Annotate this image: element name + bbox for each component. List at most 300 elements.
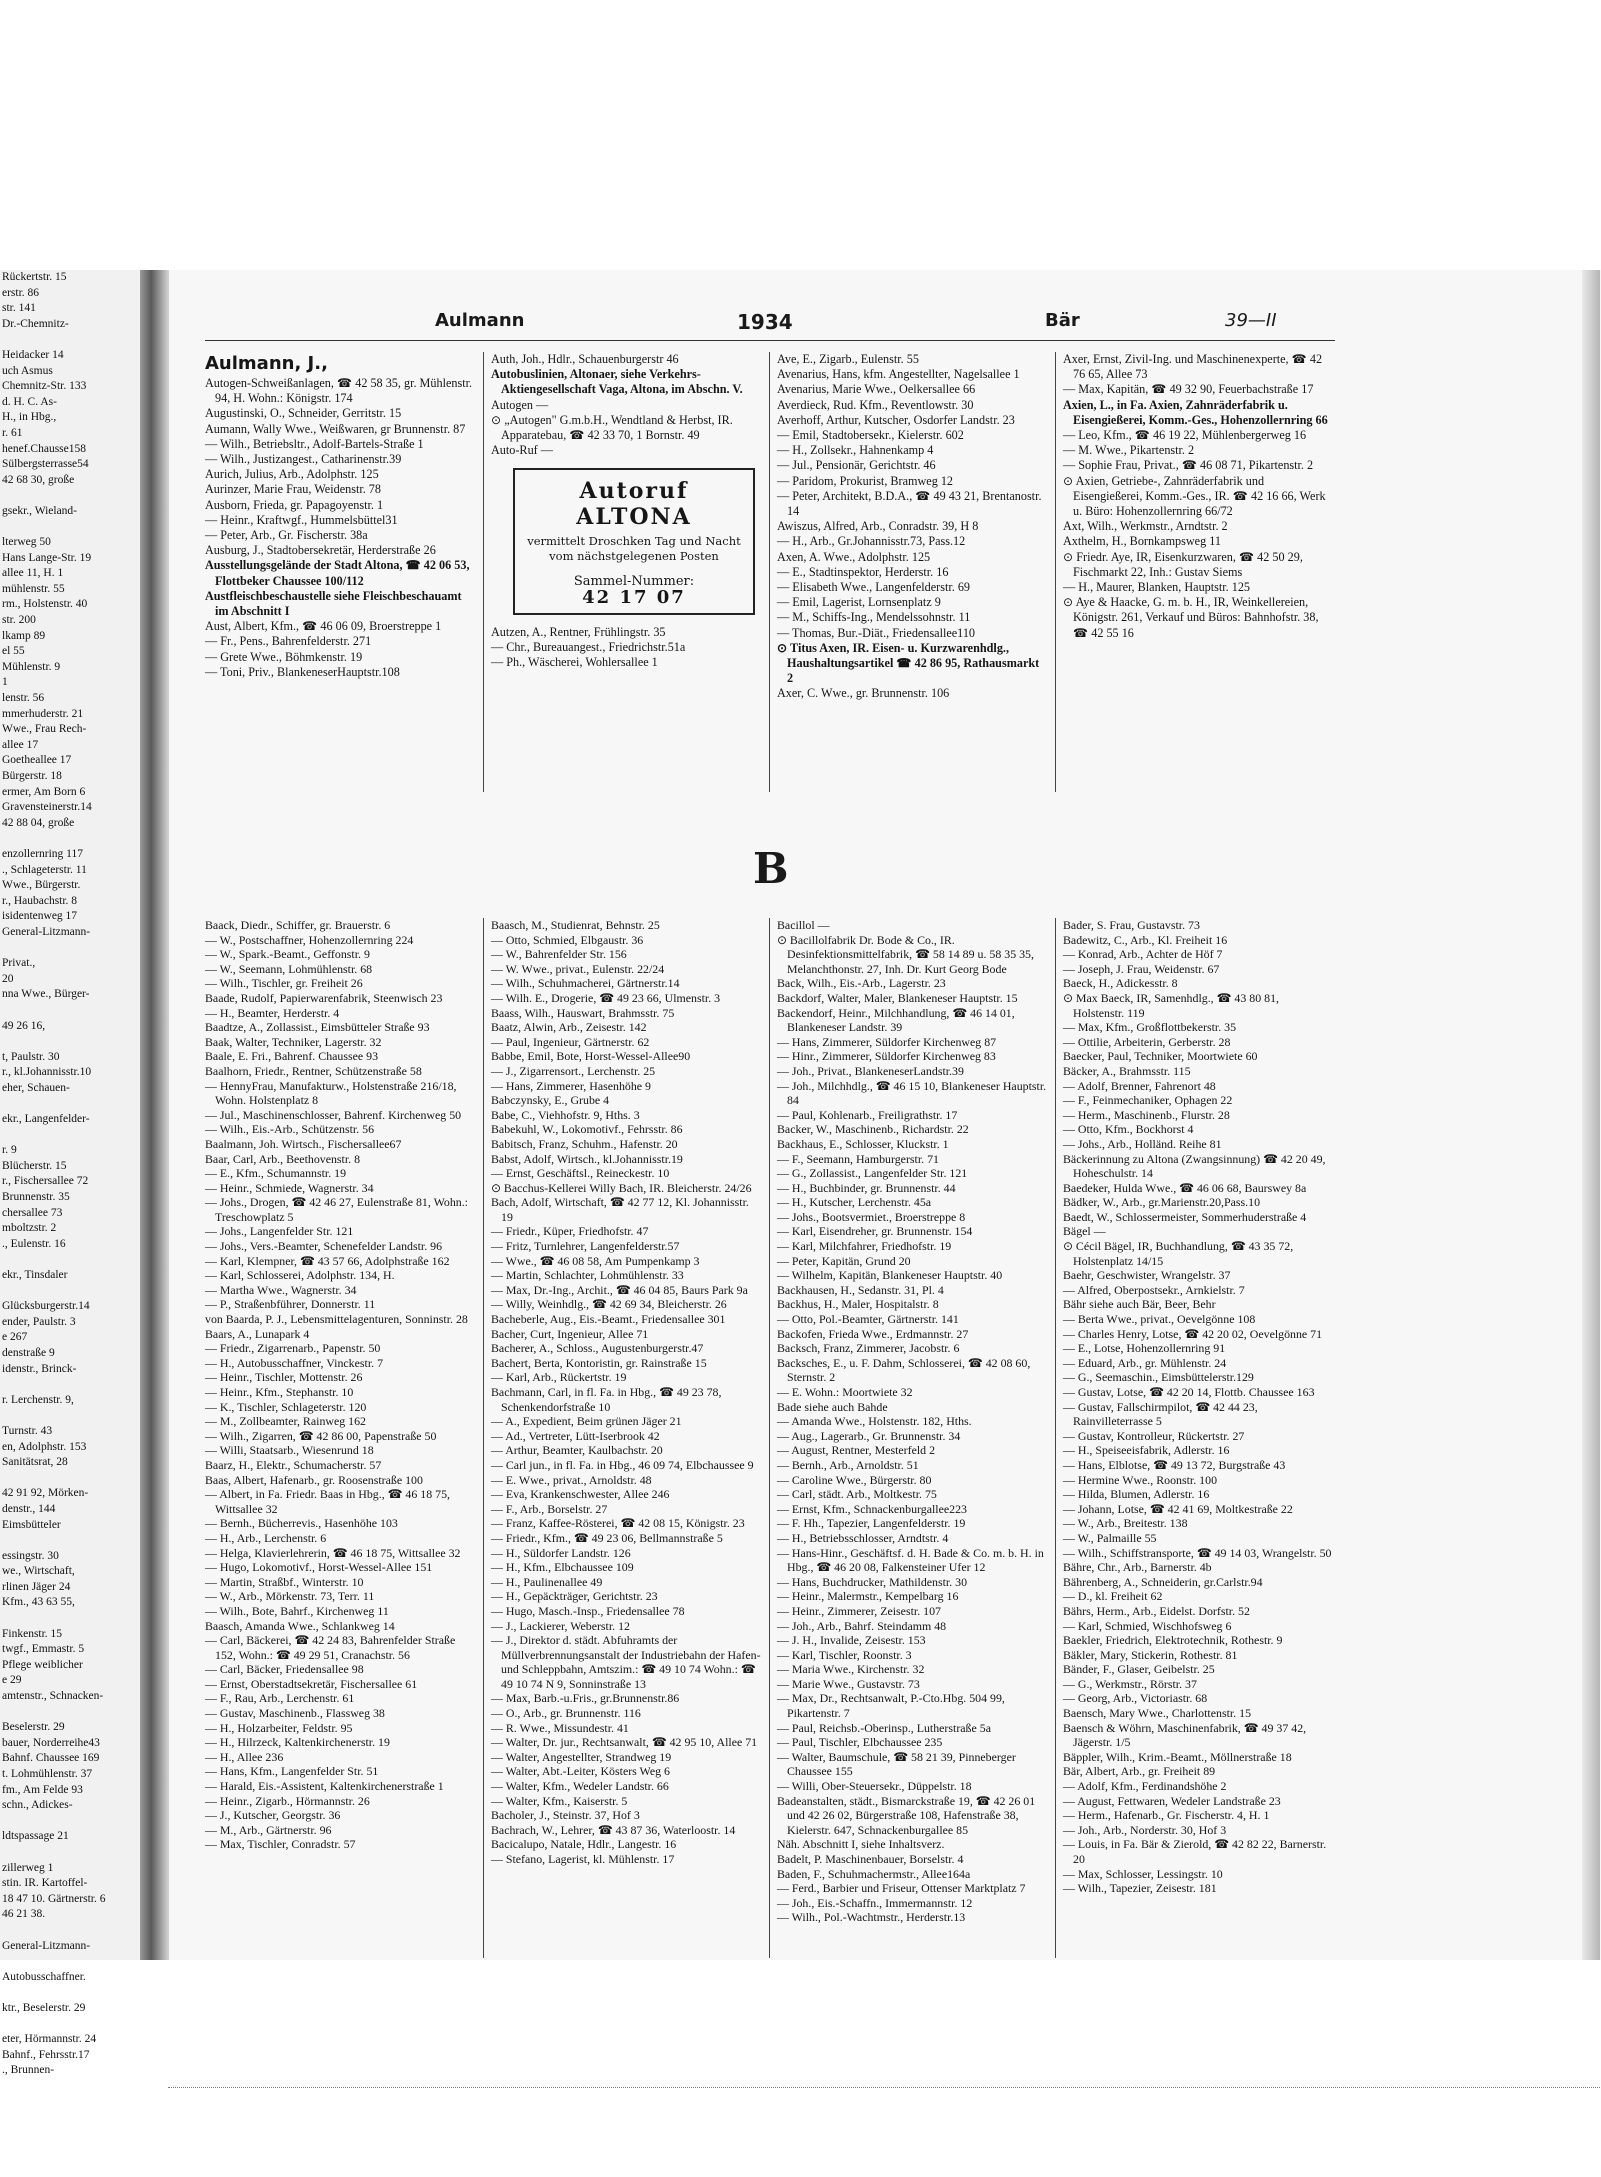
directory-entry: Bachert, Berta, Kontoristin, gr. Rainstraße 15 [491, 1355, 707, 1370]
directory-entry: ⊙ Max Baeck, IR, Samenhdlg., ☎ 43 80 81, Holstenstr. 119 [1063, 990, 1279, 1020]
directory-entry: — J. H., Invalide, Zeisestr. 153 [777, 1633, 926, 1648]
fragment-line: t, Paulstr. 30 [2, 1050, 60, 1063]
fragment-line: erstr. 86 [2, 286, 40, 299]
directory-entry: Bacholer, J., Steinstr. 37, Hof 3 [491, 1808, 640, 1823]
directory-entry: — Joh., Arb., Norderstr. 30, Hof 3 [1063, 1822, 1227, 1837]
directory-entry: — Walter, Abt.-Leiter, Kösters Weg 6 [491, 1764, 670, 1779]
fragment-line: General-Litzmann- [2, 1939, 91, 1952]
directory-entry: Baeck, H., Adickesstr. 8 [1063, 976, 1178, 991]
directory-entry: — H., Zollsekr., Hahnenkamp 4 [777, 443, 934, 458]
fragment-line: 49 26 16, [2, 1019, 46, 1032]
fragment-line: Heidacker 14 [2, 348, 64, 361]
directory-entry: — Joh., Privat., BlankeneserLandstr.39 [777, 1063, 964, 1078]
directory-entry: Aulmann, J., [205, 353, 328, 374]
directory-entry: — Hans, Zimmerer, Hasenhöhe 9 [491, 1078, 652, 1093]
directory-entry: Baalhorn, Friedr., Rentner, Schützenstraße 58 [205, 1063, 422, 1078]
directory-entry: — E., Lotse, Hohenzollernring 91 [1063, 1341, 1226, 1356]
fragment-line: allee 11, H. 1 [2, 567, 64, 580]
directory-entry: Backer, W., Maschinenb., Richardstr. 22 [777, 1122, 969, 1137]
directory-entry: — August, Rentner, Mesterfeld 2 [777, 1443, 936, 1458]
directory-entry: — Franz, Kaffee-Rösterei, ☎ 42 08 15, Königstr. 23 [491, 1516, 745, 1531]
directory-entry: — Friedr., Küper, Friedhofstr. 47 [491, 1224, 649, 1239]
fragment-line: allee 17 [2, 738, 39, 751]
column-1 [205, 352, 475, 680]
fragment-line: str. 200 [2, 614, 36, 627]
directory-entry: — E. Wohn.: Moortwiete 32 [777, 1385, 913, 1399]
directory-entry: — Ph., Wäscherei, Wohlersallee 1 [491, 655, 658, 670]
directory-entry: — M., Arb., Gärtnerstr. 96 [205, 1822, 332, 1837]
directory-entry: Baass, Wilh., Hauswart, Brahmsstr. 75 [491, 1005, 675, 1020]
directory-entry: Bäcker, A., Brahmsstr. 115 [1063, 1063, 1191, 1078]
column-2 [491, 918, 761, 1867]
directory-entry: — Charles Henry, Lotse, ☎ 42 20 02, Oevelgönne 71 [1063, 1326, 1323, 1341]
directory-entry: — F., Arb., Borselstr. 27 [491, 1501, 608, 1516]
directory-entry: Backendorf, Heinr., Milchhandlung, ☎ 46 14 01, Blankeneser Landstr. 39 [777, 1005, 1015, 1035]
book-gutter [140, 270, 168, 1960]
directory-entry: — Emil, Stadtobersekr., Kielerstr. 602 [777, 428, 964, 443]
fragment-line [0, 520, 140, 536]
directory-entry: — W., Bahrenfelder Str. 156 [491, 947, 627, 962]
directory-entry: — Stefano, Lagerist, kl. Mühlenstr. 17 [491, 1852, 675, 1866]
directory-entry: Ave, E., Zigarb., Eulenstr. 55 [777, 352, 919, 366]
fragment-line: 1 [2, 676, 8, 689]
directory-entry: — F., Rau, Arb., Lerchenstr. 61 [205, 1691, 355, 1706]
fragment-line: ., Brunnen- [2, 2064, 55, 2077]
directory-entry: — Ernst, Kfm., Schnackenburgallee223 [777, 1501, 967, 1516]
directory-entry: — Max, Kfm., Großflottbekerstr. 35 [1063, 1020, 1237, 1035]
fragment-line: Bürgerstr. 18 [2, 770, 62, 782]
ad-title-line2: ALTONA [576, 504, 692, 531]
directory-entry: — Jul., Maschinenschlosser, Bahrenf. Kirchenweg 50 [205, 1107, 462, 1122]
directory-entry: — Amanda Wwe., Holstenstr. 182, Hths. [777, 1414, 972, 1429]
directory-entry: — J., Kutscher, Georgstr. 36 [205, 1808, 341, 1823]
directory-entry: — Gustav, Lotse, ☎ 42 20 14, Flottb. Chaussee 163 [1063, 1385, 1315, 1399]
autoruf-advertisement [513, 468, 755, 614]
fragment-line [0, 488, 140, 504]
directory-entry: — Adolf, Brenner, Fahrenort 48 [1063, 1078, 1216, 1093]
fragment-line: eher, Schauen- [2, 1081, 70, 1094]
directory-entry: — Karl, Schmied, Wischhofsweg 6 [1063, 1618, 1232, 1633]
directory-entry: — Heinr., Kfm., Stephanstr. 10 [205, 1385, 354, 1399]
fragment-line: t. Lohmühlenstr. 37 [2, 1768, 93, 1780]
fragment-line: Finkenstr. 15 [2, 1627, 63, 1640]
directory-entry: — Max, Dr.-Ing., Archit., ☎ 46 04 85, Baurs Park 9a [491, 1282, 748, 1297]
directory-entry: — Fr., Pens., Bahrenfelderstr. 271 [205, 634, 372, 649]
fragment-line: gsekr., Wieland- [2, 504, 78, 517]
directory-entry: — Heinr., Malermstr., Kempelbarg 16 [777, 1589, 959, 1604]
directory-entry: — W., Spark.-Beamt., Geffonstr. 9 [205, 947, 370, 962]
directory-entry: — Peter, Architekt, B.D.A., ☎ 49 43 21, Brentanostr. 14 [777, 488, 1042, 519]
directory-entry: — Johs., Langenfelder Str. 121 [205, 1224, 354, 1239]
directory-entry: Backhus, H., Maler, Hospitalstr. 8 [777, 1297, 939, 1312]
fragment-line: isidentenweg 17 [2, 910, 78, 923]
fragment-line: 46 21 38. [2, 1908, 46, 1921]
b-section [205, 918, 1335, 1958]
directory-entry: Bägel — [1063, 1224, 1106, 1239]
fragment-line: mmerhuderstr. 21 [2, 707, 84, 720]
directory-entry: — H., Buchbinder, gr. Brunnenstr. 44 [777, 1180, 956, 1195]
directory-entry: Bäppler, Wilh., Krim.-Beamt., Möllnerstraße 18 [1063, 1749, 1292, 1764]
fragment-line [0, 1954, 140, 1970]
directory-entry: — Grete Wwe., Böhmkenstr. 19 [205, 649, 363, 664]
fragment-line: Goetheallee 17 [2, 754, 72, 767]
directory-entry: — Hinr., Zimmerer, Süldorfer Kirchenweg 83 [777, 1049, 996, 1064]
fragment-line: rlinen Jäger 24 [2, 1580, 71, 1593]
directory-entry: — Johs., Vers.-Beamter, Schenefelder Landstr. 96 [205, 1239, 443, 1254]
directory-entry: Babst, Adolf, Wirtsch., kl.Johannisstr.19 [491, 1151, 683, 1166]
directory-entry: Axthelm, H., Bornkampsweg 11 [1063, 534, 1221, 549]
fragment-line: Bahnf. Chaussee 169 [2, 1752, 100, 1765]
fragment-line: henef.Chausse158 [2, 442, 86, 455]
fragment-line: ekr., Tinsdaler [2, 1269, 68, 1281]
fragment-line: rm., Holstenstr. 40 [2, 598, 88, 611]
directory-entry: Backsch, Franz, Zimmerer, Jacobstr. 6 [777, 1341, 960, 1356]
directory-entry: Bacheberle, Aug., Eis.-Beamt., Friedensallee 301 [491, 1312, 726, 1327]
directory-entry: — F., Feinmechaniker, Ophagen 22 [1063, 1093, 1233, 1108]
fragment-line: H., in Hbg., [2, 411, 57, 424]
column-rule [769, 352, 770, 792]
directory-entry: — Herm., Maschinenb., Flurstr. 28 [1063, 1107, 1230, 1122]
directory-entry: Bacher, Curt, Ingenieur, Allee 71 [491, 1326, 649, 1341]
directory-entry: Axien, L., in Fa. Axien, Zahnräderfabrik u. Eisengießerei, Komm.-Ges., Hohenzollernring 66 [1063, 397, 1328, 427]
directory-entry: Baedt, W., Schlossermeister, Sommerhuderstraße 4 [1063, 1209, 1307, 1224]
ad-number-label: Sammel-Nummer: [573, 574, 695, 590]
directory-entry: — J., Direktor d. städt. Abfuhramts der Müllverbrennungsanstalt der Industriebahn der Hafen- und Schleppbahn, Amtszim.: ☎ 49 10 74 Wohn.: ☎ 49 10 74 N 9, Sonninstraße 13 [491, 1633, 761, 1691]
page-edge [1582, 270, 1600, 1960]
header-first-entry: Aulmann [435, 310, 525, 331]
directory-entry: ⊙ Aye & Haacke, G. m. b. H., IR, Weinkellereien, Königstr. 261, Verkauf und Büros: Bahnhofstr. 38, ☎ 42 55 16 [1063, 595, 1319, 640]
fragment-line [0, 2017, 140, 2033]
directory-entry: Badelt, P. Maschinenbauer, Borselstr. 4 [777, 1852, 964, 1866]
fragment-line: Hans Lange-Str. 19 [2, 551, 92, 564]
directory-entry: Ausburg, J., Stadtobersekretär, Herderstraße 26 [205, 543, 436, 558]
directory-entry: — E., Stadtinspektor, Herderstr. 16 [777, 564, 949, 579]
directory-entry: — Walter, Angestellter, Strandweg 19 [491, 1749, 672, 1764]
directory-entry: — Paul, Ingenieur, Gärtnerstr. 62 [491, 1034, 650, 1049]
fragment-line: uch Asmus [2, 364, 53, 377]
fragment-line: d. H. C. As- [2, 395, 57, 408]
fragment-line: r. 9 [2, 1144, 17, 1157]
directory-entry: Baasch, M., Studienrat, Behnstr. 25 [491, 918, 660, 932]
directory-entry: — W. Wwe., privat., Eulenstr. 22/24 [491, 961, 665, 976]
directory-entry: — Fritz, Turnlehrer, Langenfelderstr.57 [491, 1239, 680, 1254]
directory-entry: ⊙ Cécil Bägel, IR, Buchhandlung, ☎ 43 35 72, Holstenplatz 14/15 [1063, 1239, 1294, 1268]
fragment-line [0, 1923, 140, 1939]
fragment-line: Turnstr. 43 [2, 1424, 53, 1437]
directory-entry: — H., Autobusschaffner, Vinckestr. 7 [205, 1355, 384, 1370]
directory-entry: — H., Speiseeisfabrik, Adlerstr. 16 [1063, 1443, 1230, 1458]
directory-entry: Ausstellungsgelände der Stadt Altona, ☎ 42 06 53, Flottbeker Chaussee 100/112 [205, 558, 470, 588]
directory-entry: Avenarius, Marie Wwe., Oelkersallee 66 [777, 382, 976, 397]
directory-entry: — Johann, Lotse, ☎ 42 41 69, Moltkestraße 22 [1063, 1501, 1293, 1516]
a-section-continuation [205, 352, 1335, 792]
section-letter: B [753, 844, 789, 893]
fragment-line: Sanitätsrat, 28 [2, 1456, 68, 1469]
directory-entry: — Wilhelm, Kapitän, Blankeneser Hauptstr. 40 [777, 1268, 1003, 1283]
directory-entry: — Jul., Pensionär, Gerichtstr. 46 [777, 458, 936, 473]
directory-entry: Baarz, H., Elektr., Schumacherstr. 57 [205, 1457, 382, 1472]
directory-entry: — G., Seemaschin., Eimsbüttelerstr.129 [1063, 1370, 1254, 1385]
fragment-line: r., Haubachstr. 8 [2, 894, 78, 907]
directory-entry: Bäckerinnung zu Altona (Zwangsinnung) ☎ 42 20 49, Hoheschulstr. 14 [1063, 1151, 1326, 1181]
ad-title-line1: Autoruf [579, 478, 689, 505]
column-4 [1063, 352, 1333, 641]
fragment-line: Sülbergsterrasse54 [2, 458, 89, 471]
directory-entry: — M. Wwe., Pikartenstr. 2 [1063, 443, 1195, 458]
fragment-line: nna Wwe., Bürger- [2, 988, 90, 1001]
directory-entry: — Karl, Tischler, Roonstr. 3 [777, 1647, 912, 1662]
facing-page-fragment [0, 270, 140, 2077]
directory-entry: Bacillol — [777, 918, 830, 932]
fragment-line: zillerweg 1 [2, 1861, 54, 1874]
directory-entry: — Wilh., Zigarren, ☎ 42 86 00, Papenstraße 50 [205, 1428, 437, 1443]
directory-entry: — O., Arb., gr. Brunnenstr. 116 [491, 1706, 641, 1721]
directory-entry: Baade, Rudolf, Papierwarenfabrik, Steenwisch 23 [205, 990, 443, 1005]
directory-page [168, 270, 1601, 1960]
directory-entry: — Max, Kapitän, ☎ 49 32 90, Feuerbachstraße 17 [1063, 382, 1314, 397]
directory-entry: Baadtze, A., Zollassist., Eimsbütteler Straße 93 [205, 1020, 430, 1035]
directory-entry: Bachrach, W., Lehrer, ☎ 43 87 36, Waterloostr. 14 [491, 1822, 736, 1837]
directory-entry: — Heinr., Zigarb., Hörmannstr. 26 [205, 1793, 370, 1808]
directory-entry: Axt, Wilh., Werkmstr., Arndtstr. 2 [1063, 519, 1228, 534]
directory-entry: Baatz, Alwin, Arb., Zeisestr. 142 [491, 1020, 647, 1035]
directory-entry: Auto-Ruf — [491, 443, 553, 458]
directory-entry: — Paridom, Prokurist, Bramweg 12 [777, 473, 954, 488]
directory-entry: — Walter, Kfm., Wedeler Landstr. 66 [491, 1779, 669, 1794]
fragment-line [0, 1284, 140, 1300]
directory-entry: — H., Gepäckträger, Gerichtstr. 23 [491, 1589, 658, 1604]
directory-entry: — Peter, Kapitän, Grund 20 [777, 1253, 911, 1268]
header-rule [205, 340, 1335, 341]
directory-entry: — Walter, Baumschule, ☎ 58 21 39, Pinneberger Chaussee 155 [777, 1749, 1016, 1779]
directory-entry: — Max, Dr., Rechtsanwalt, P.-Cto.Hbg. 504 99, Pikartenstr. 7 [777, 1691, 1005, 1721]
directory-entry: — H., Holzarbeiter, Feldstr. 95 [205, 1720, 353, 1735]
directory-entry: — Eva, Krankenschwester, Allee 246 [491, 1487, 670, 1502]
directory-entry: — Wilh., Pol.-Wachtmstr., Herderstr.13 [777, 1910, 966, 1925]
fragment-line: 42 88 04, große [2, 816, 75, 829]
directory-entry: — Karl, Milchfahrer, Friedhofstr. 19 [777, 1239, 952, 1254]
directory-entry: Baars, A., Lunapark 4 [205, 1326, 310, 1341]
fragment-line: Glücksburgerstr.14 [2, 1300, 90, 1313]
directory-entry: Autobuslinien, Altonaer, siehe Verkehrs-Aktiengesellschaft Vaga, Altona, im Abschn. V. [491, 367, 743, 397]
directory-entry: — E. Wwe., privat., Arnoldstr. 48 [491, 1472, 652, 1487]
directory-entry: — G., Werkmstr., Rörstr. 37 [1063, 1676, 1197, 1691]
fragment-line: e 29 [2, 1674, 22, 1687]
column-4 [1063, 918, 1333, 1896]
fragment-line: r., Fischersallee 72 [2, 1175, 89, 1188]
directory-entry: Autogen-Schweißanlagen, ☎ 42 58 35, gr. Mühlenstr. 94, H. Wohn.: Königstr. 174 [205, 376, 473, 406]
directory-entry: Auth, Joh., Hdlr., Schauenburgerstr 46 [491, 352, 679, 366]
directory-entry: — J., Lackierer, Weberstr. 12 [491, 1618, 631, 1633]
directory-entry: — August, Fettwaren, Wedeler Landstraße 23 [1063, 1793, 1281, 1808]
directory-entry: — Friedr., Zigarrenarb., Papenstr. 50 [205, 1341, 381, 1356]
directory-entry: — Toni, Priv., BlankeneserHauptstr.108 [205, 664, 400, 679]
directory-entry: — Walter, Dr. jur., Rechtsanwalt, ☎ 42 95 10, Allee 71 [491, 1735, 758, 1750]
directory-entry: Autogen — [491, 397, 549, 412]
directory-entry: — E., Kfm., Schumannstr. 19 [205, 1166, 347, 1181]
directory-entry: — Gustav, Kontrolleur, Rückertstr. 27 [1063, 1428, 1245, 1443]
directory-entry: — Max, Barb.-u.Fris., gr.Brunnenstr.86 [491, 1691, 680, 1706]
fragment-line: mboltzstr. 2 [2, 1222, 57, 1235]
directory-entry: Aumann, Wally Wwe., Weißwaren, gr Brunnenstr. 87 [205, 421, 466, 436]
directory-entry: von Baarda, P. J., Lebensmittelagenturen, Sonninstr. 28 [205, 1312, 468, 1327]
fragment-line: Brunnenstr. 35 [2, 1191, 70, 1204]
directory-entry: — Bernh., Arb., Arnoldstr. 51 [777, 1457, 919, 1472]
fragment-line: Kfm., 43 63 55, [2, 1596, 75, 1609]
fragment-line: chersallee 73 [2, 1206, 63, 1219]
directory-entry: — Otto, Kfm., Bockhorst 4 [1063, 1122, 1194, 1137]
directory-entry: — Gustav, Fallschirmpilot, ☎ 42 44 23, Rainvilleterrasse 5 [1063, 1399, 1258, 1429]
fragment-line: Privat., [2, 957, 36, 970]
directory-entry: — Aug., Lagerarb., Gr. Brunnenstr. 34 [777, 1428, 961, 1443]
directory-entry: Back, Wilh., Eis.-Arb., Lagerstr. 23 [777, 976, 946, 991]
directory-entry: Näh. Abschnitt I, siehe Inhaltsverz. [777, 1837, 945, 1852]
directory-entry: Bacicalupo, Natale, Hdlr., Langestr. 16 [491, 1837, 677, 1852]
fragment-line [0, 1611, 140, 1627]
directory-entry: — Karl, Klempner, ☎ 43 57 66, Adolphstraße 162 [205, 1253, 450, 1268]
fragment-line: Dr.-Chemnitz- [2, 317, 69, 330]
directory-entry: — Wilh. E., Drogerie, ☎ 49 23 66, Ulmenstr. 3 [491, 990, 721, 1005]
fragment-line: r. 61 [2, 426, 23, 439]
directory-entry: ⊙ Bacchus-Kellerei Willy Bach, IR. Bleicherstr. 24/26 [491, 1180, 752, 1195]
directory-entry: — Emil, Lagerist, Lornsenplatz 9 [777, 595, 941, 610]
fragment-line: str. 141 [2, 302, 36, 315]
fragment-line: we., Wirtschaft, [2, 1565, 75, 1578]
directory-entry: — Wilh., Schiffstransporte, ☎ 49 14 03, Wrangelstr. 50 [1063, 1545, 1332, 1560]
directory-entry: — Johs., Bootsvermiet., Broerstreppe 8 [777, 1209, 966, 1224]
fragment-line: ., Schlageterstr. 11 [2, 863, 87, 876]
directory-entry: — Georg, Arb., Victoriastr. 68 [1063, 1691, 1208, 1706]
directory-entry: — Heinr., Tischler, Mottenstr. 26 [205, 1370, 363, 1385]
directory-entry: — M., Zollbeamter, Rainweg 162 [205, 1414, 367, 1429]
directory-entry: ⊙ Friedr. Aye, IR, Eisenkurzwaren, ☎ 42 50 29, Fischmarkt 22, Inh.: Gustav Siems [1063, 549, 1303, 579]
directory-entry: — P., Straßenbführer, Donnerstr. 11 [205, 1297, 376, 1312]
directory-entry: — Leo, Kfm., ☎ 46 19 22, Mühlenbergerweg 16 [1063, 428, 1307, 443]
directory-entry: — Bernh., Bücherrevis., Hasenhöhe 103 [205, 1516, 398, 1531]
directory-entry: — Heinr., Kraftwgf., Hummelsbüttel31 [205, 512, 398, 527]
directory-entry: — Hans, Elblotse, ☎ 49 13 72, Burgstraße 43 [1063, 1457, 1286, 1472]
directory-entry: — Wilh., Justizangest., Catharinenstr.39 [205, 452, 402, 467]
header-last-entry: Bär [1045, 310, 1080, 331]
directory-entry: — H., Allee 236 [205, 1749, 284, 1764]
directory-entry: — K., Tischler, Schlageterstr. 120 [205, 1399, 367, 1414]
fragment-line: 20 [2, 972, 14, 985]
directory-entry: Axen, A. Wwe., Adolphstr. 125 [777, 549, 931, 564]
directory-entry: Axer, C. Wwe., gr. Brunnenstr. 106 [777, 686, 950, 701]
directory-entry: Averdieck, Rud. Kfm., Reventlowstr. 30 [777, 397, 974, 412]
fragment-line: denstraße 9 [2, 1346, 55, 1359]
directory-entry: — Joh., Milchhdlg., ☎ 46 15 10, Blankeneser Hauptstr. 84 [777, 1078, 1047, 1108]
directory-entry: Avenarius, Hans, kfm. Angestellter, Nagelsallee 1 [777, 367, 1020, 382]
directory-entry: Baalmann, Joh. Wirtsch., Fischersallee67 [205, 1136, 402, 1151]
directory-entry: — Joh., Eis.-Schaffn., Immermannstr. 12 [777, 1895, 973, 1910]
directory-entry: — Elisabeth Wwe., Langenfelderstr. 69 [777, 580, 971, 595]
fragment-line [0, 831, 140, 847]
fragment-line: enzollernring 117 [2, 847, 84, 860]
fragment-line: General-Litzmann- [2, 925, 91, 938]
directory-entry: — R. Wwe., Missundestr. 41 [491, 1720, 629, 1735]
directory-entry: — Alfred, Oberpostsekr., Arnkielstr. 7 [1063, 1282, 1245, 1297]
column-rule [483, 352, 484, 792]
fragment-line: lenstr. 56 [2, 692, 45, 705]
directory-entry: — Karl, Eisendreher, gr. Brunnenstr. 154 [777, 1224, 973, 1239]
directory-entry: — M., Schiffs-Ing., Mendelssohnstr. 11 [777, 610, 971, 625]
directory-entry: — Sophie Frau, Privat., ☎ 46 08 71, Pikartenstr. 2 [1063, 458, 1314, 473]
fragment-line: Autobusschaffner. [2, 1970, 86, 1983]
directory-entry: Baecker, Paul, Techniker, Moortwiete 60 [1063, 1049, 1258, 1064]
directory-entry: — Wilh., Tapezier, Zeisestr. 181 [1063, 1881, 1217, 1896]
directory-entry: ⊙ Bacillolfabrik Dr. Bode & Co., IR. Desinfektionsmittelfabrik, ☎ 58 14 89 u. 58 35 35, Melanchthonstr. 27, Inh. Dr. Kurt Georg Bode [777, 932, 1034, 976]
fragment-line: ekr., Langenfelder- [2, 1113, 90, 1126]
directory-entry: — H., Paulinenallee 49 [491, 1574, 603, 1589]
directory-entry: Bähre, Chr., Arb., Barnerstr. 4b [1063, 1560, 1212, 1575]
directory-entry: — Chr., Bureauangest., Friedrichstr.51a [491, 640, 686, 655]
fragment-line: stin. IR. Kartoffel- [2, 1877, 88, 1890]
directory-entry: — W., Palmaille 55 [1063, 1530, 1157, 1545]
directory-entry: Badeanstalten, städt., Bismarckstraße 19, ☎ 42 26 01 und 42 26 02, Bürgerstraße 108, Hafenstraße 38, Kielerstr. 647, Schnackenburgallee 85 [777, 1793, 1036, 1837]
directory-entry: — Hans, Kfm., Langenfelder Str. 51 [205, 1764, 379, 1779]
ad-phone-number: 42 17 07 [582, 586, 686, 608]
directory-entry: Autzen, A., Rentner, Frühlingstr. 35 [491, 624, 666, 639]
directory-entry: — Harald, Eis.-Assistent, Kaltenkirchenerstraße 1 [205, 1779, 444, 1794]
directory-entry: — Walter, Kfm., Kaiserstr. 5 [491, 1793, 628, 1808]
directory-entry: — A., Expedient, Beim grünen Jäger 21 [491, 1414, 682, 1429]
fragment-line [0, 1533, 140, 1549]
directory-entry: Babczynsky, E., Grube 4 [491, 1093, 610, 1108]
fragment-line [0, 1252, 140, 1268]
directory-entry: Backofen, Frieda Wwe., Erdmannstr. 27 [777, 1326, 969, 1341]
directory-entry: — Caroline Wwe., Bürgerstr. 80 [777, 1472, 932, 1487]
fragment-line: 18 47 10. Gärtnerstr. 6 [2, 1892, 106, 1905]
directory-entry: — F. Hh., Tapezier, Langenfelderstr. 19 [777, 1516, 966, 1531]
fragment-line: amtenstr., Schnacken- [2, 1690, 104, 1703]
directory-entry: — H., Beamter, Herderstr. 4 [205, 1005, 340, 1020]
directory-entry: Austfleischbeschaustelle siehe Fleischbeschauamt im Abschnitt I [205, 588, 462, 619]
column-rule [1055, 352, 1056, 792]
directory-entry: Bährenberg, A., Schneiderin, gr.Carlstr.94 [1063, 1574, 1263, 1589]
directory-entry: — Hans, Zimmerer, Süldorfer Kirchenweg 87 [777, 1034, 997, 1049]
directory-entry: Backsches, E., u. F. Dahm, Schlosserei, ☎ 42 08 60, Sternstr. 2 [777, 1355, 1031, 1385]
directory-entry: — Albert, in Fa. Friedr. Baas in Hbg., ☎ 46 18 75, Wittsallee 32 [205, 1487, 451, 1516]
ad-text: vermittelt Droschken Tag und Nacht vom nächstgelegenen Posten [527, 534, 741, 564]
directory-entry: — W., Postschaffner, Hohenzollernring 224 [205, 932, 414, 947]
directory-entry: Bacherer, A., Schloss., Augustenburgerstr.47 [491, 1341, 704, 1356]
directory-entry: — Karl, Schlosserei, Adolphstr. 134, H. [205, 1268, 395, 1283]
directory-entry: Awiszus, Alfred, Arb., Conradstr. 39, H 8 [777, 519, 979, 534]
fragment-line: el 55 [2, 645, 25, 658]
directory-entry: — Carl jun., in fl. Fa. in Hbg., 46 09 74, Elbchaussee 9 [491, 1457, 754, 1472]
directory-entry: — H., Kfm., Elbchaussee 109 [491, 1560, 634, 1575]
column-3 [777, 352, 1047, 702]
directory-entry: — Thomas, Bur.-Diät., Friedensallee110 [777, 625, 976, 640]
directory-entry: — D., kl. Freiheit 62 [1063, 1589, 1163, 1604]
directory-entry: — Herm., Hafenarb., Gr. Fischerstr. 4, H. 1 [1063, 1808, 1270, 1823]
directory-entry: Aurich, Julius, Arb., Adolphstr. 125 [205, 467, 379, 482]
fragment-line: en, Adolphstr. 153 [2, 1440, 87, 1453]
fragment-line: schn., Adickes- [2, 1799, 73, 1812]
directory-entry: — H., Hilrzeck, Kaltenkirchenerstr. 19 [205, 1735, 390, 1750]
directory-entry: Bährs, Herm., Arb., Eidelst. Dorfstr. 52 [1063, 1603, 1250, 1618]
fragment-line [0, 1408, 140, 1424]
directory-entry: Averhoff, Arthur, Kutscher, Osdorfer Landstr. 23 [777, 412, 1015, 427]
fragment-line: Bahnf., Fehrsstr.17 [2, 2048, 90, 2061]
column-rule [483, 918, 484, 1958]
fragment-line [0, 332, 140, 348]
fragment-line: Chemnitz-Str. 133 [2, 380, 87, 393]
directory-entry: — Joh., Arb., Bahrf. Steindamm 48 [777, 1618, 947, 1633]
directory-entry: Baar, Carl, Arb., Beethovenstr. 8 [205, 1151, 361, 1166]
directory-entry: Bär, Albert, Arb., gr. Freiheit 89 [1063, 1764, 1216, 1779]
